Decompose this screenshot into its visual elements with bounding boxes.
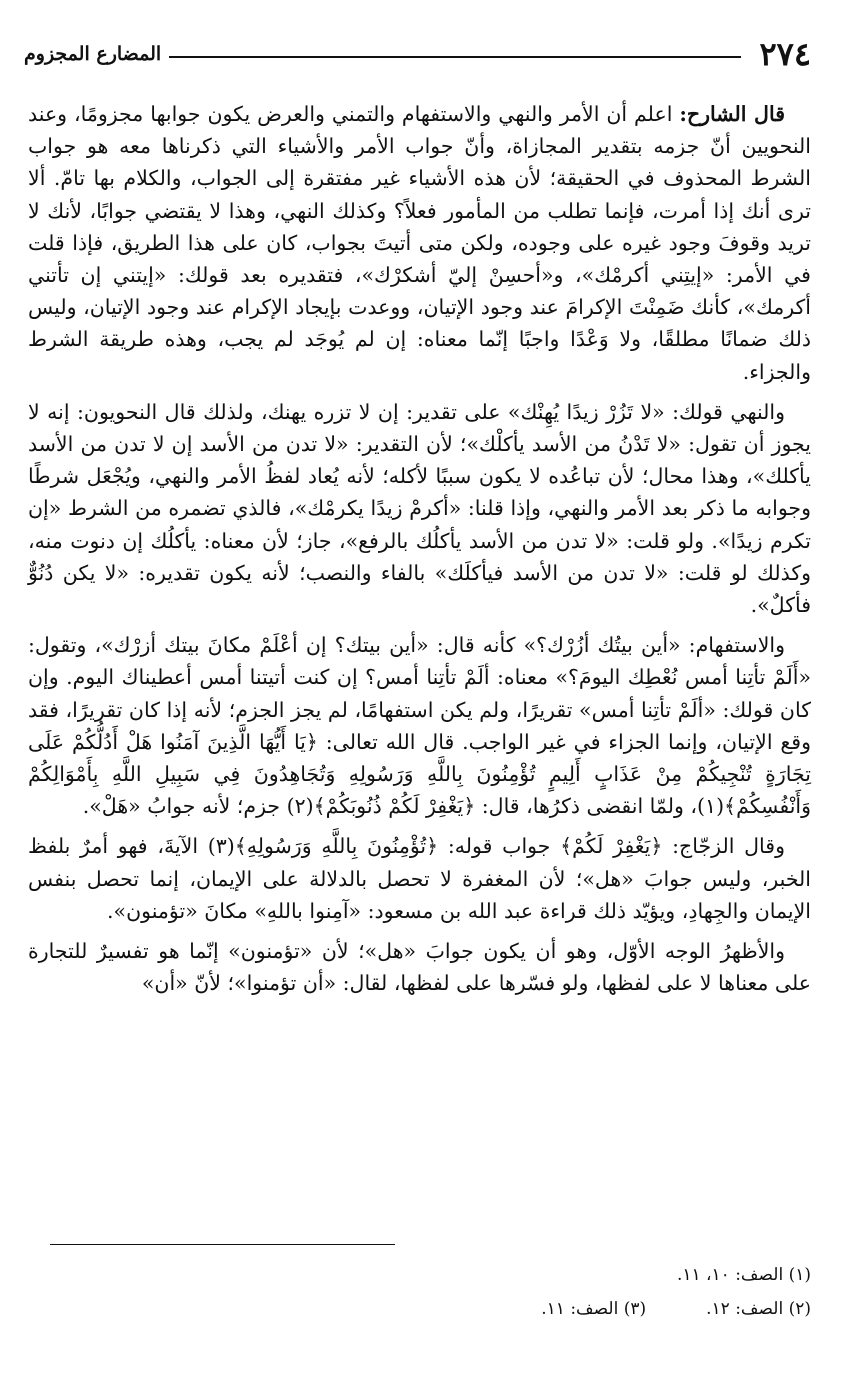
paragraph-text: والاستفهام: «أين بيتُك أزُرْك؟» كأنه قال: «أين بيتك؟ إن أعْلَمْ مكانَ بيتك أزرْك»، وتقول: «أَلَمْ تأتِنا أمس نُعْطِك اليومَ؟» معناه: ألَمْ تأتِنا أمس؟ إن كنت أتيتنا أمس أعطيناك اليوم. وإن كان قولك: «ألَمْ تأتِنا أمس» تقريرًا، ولم يكن استفهامًا، لم يجز الجزم؛ لأنه إذا كان تقريرًا، فقد وقع الإتيان، وإنما الجزاء في غير الواجب. قال الله تعالى: ﴿يَا أَيُّهَا الَّذِينَ آمَنُوا هَلْ أَدُلُّكُمْ عَلَى تِجَارَةٍ تُنْجِيكُمْ مِنْ عَذَابٍ أَلِيمٍ تُؤْمِنُونَ بِاللَّهِ وَرَسُولِهِ وَتُجَاهِدُونَ فِي سَبِيلِ اللَّهِ بِأَمْوَالِكُمْ وَأَنْفُسِكُمْ﴾(١)، ولمّا انقضى ذكرُها، قال: ﴿يَغْفِرْ لَكُمْ ذُنُوبَكُمْ﴾(٢) جزم؛ لأنه جوابُ «هَلْ». <box>28 633 811 819</box>
page-number: ٢٧٤ <box>759 35 811 73</box>
paragraph-text: والأظهرُ الوجه الأوّل، وهو أن يكون جوابَ «هل»؛ لأن «تؤمنون» إنّما هو تفسيرٌ للتجارة على معناها لا على لفظها، ولو فسّرها على لفظها، لقال: «أن تؤمنوا»؛ لأنّ «أن» <box>28 939 811 996</box>
paragraph-lead: قال الشارح: <box>679 102 785 126</box>
footnote-rule <box>50 1244 395 1245</box>
running-title: المضارع المجزوم <box>24 43 162 65</box>
page-header <box>24 34 811 74</box>
footnotes <box>300 1258 811 1326</box>
paragraph <box>28 396 811 621</box>
paragraph <box>28 830 811 927</box>
paragraph-text: اعلم أن الأمر والنهي والاستفهام والتمني والعرض يكون جوابها مجزومًا، وعند النحويين أنّ جزمه بتقدير المجازاة، وأنّ جواب الأمر والأشياء التي ذكرناها معه هو جواب الشرط المحذوف في الحقيقة؛ لأن هذه الأشياء غير مفتقرة إلى الجواب، والكلام بها تامّ. ألا ترى أنك إذا أمرت، فإنما تطلب من المأمور فعلاً؟ وكذلك النهي، وهذا لا يقتضي جوابًا، لأنك لا تريد وقوفَ وجود غيره على وجوده، ولكن متى أتيتَ بجواب، كان على هذا الطريق، فإذا قلت في الأمر: «إيتِني أكرمْك»، و«أحسِنْ إليّ أشكرْك»، فتقديره بعد قولك: «إيتني إن تأتني أكرمك»، كأنك ضَمِنْتَ الإكرامَ عند وجود الإتيان، ووعدت بإيجاد الإكرام عند وجود الإتيان، وليس ذلك ضمانًا مطلقًا، ولا وَعْدًا واجبًا إنّما معناه: إن لم يُوجَد لم يجب، وهذه طريقة الشرط والجزاء. <box>28 102 811 384</box>
paragraph <box>28 935 811 999</box>
header-rule <box>169 56 741 58</box>
footnote: (١) الصف: ١٠، ١١. <box>676 1265 811 1285</box>
footnote: (٢) الصف: ١٢. <box>706 1299 811 1319</box>
footnote-row <box>300 1292 811 1326</box>
paragraph-text: وقال الزجّاج: ﴿يَغْفِرْ لَكُمْ﴾ جواب قوله: ﴿تُؤْمِنُونَ بِاللَّهِ وَرَسُولِهِ﴾(٣) الآيةَ، فهو أمرٌ بلفظ الخبر، وليس جوابَ «هل»؛ لأن المغفرة لا تحصل بالدلالة على الإيمان، إنما تحصل بنفس الإيمان والجِهادِ، ويؤيّد ذلك قراءة عبد الله بن مسعود: «آمِنوا باللهِ» مكانَ «تؤمنون». <box>28 834 811 923</box>
paragraph-text: والنهي قولك: «لا تَزُرْ زيدًا يُهِنْك» على تقدير: إن لا تزره يهنك، ولذلك قال النحويون: إنه لا يجوز أن تقول: «لا تَدْنُ من الأسد يأكلْك»؛ لأن التقدير: «لا تدن من الأسد إن لا تدن من الأسد يأكلك»، وهذا محال؛ لأن تباعُده لا يكون سببًا لأكله؛ لأنه يُعاد لفظُ الأمر والنهي، ويُجْعَل شرطًا وجوابه ما ذكر بعد الأمر والنهي، وإذا قلنا: «أكرمْ زيدًا يكرمْك»، فالذي تضمره من الشرط «إن تكرم زيدًا». ولو قلت: «لا تدن من الأسد يأكلُك بالرفع»، جاز؛ لأن معناه: يأكلُك إن دنوت منه، وكذلك لو قلت: «لا تدن من الأسد فيأكلَك» بالفاء والنصب؛ لأنه يكون تقديره: «لا يكن دُنُوٌّ فأكلٌ». <box>28 399 811 618</box>
footnote: (٣) الصف: ١١. <box>541 1299 647 1319</box>
paragraph <box>28 629 811 822</box>
paragraph <box>28 98 811 388</box>
main-text <box>28 98 811 1007</box>
